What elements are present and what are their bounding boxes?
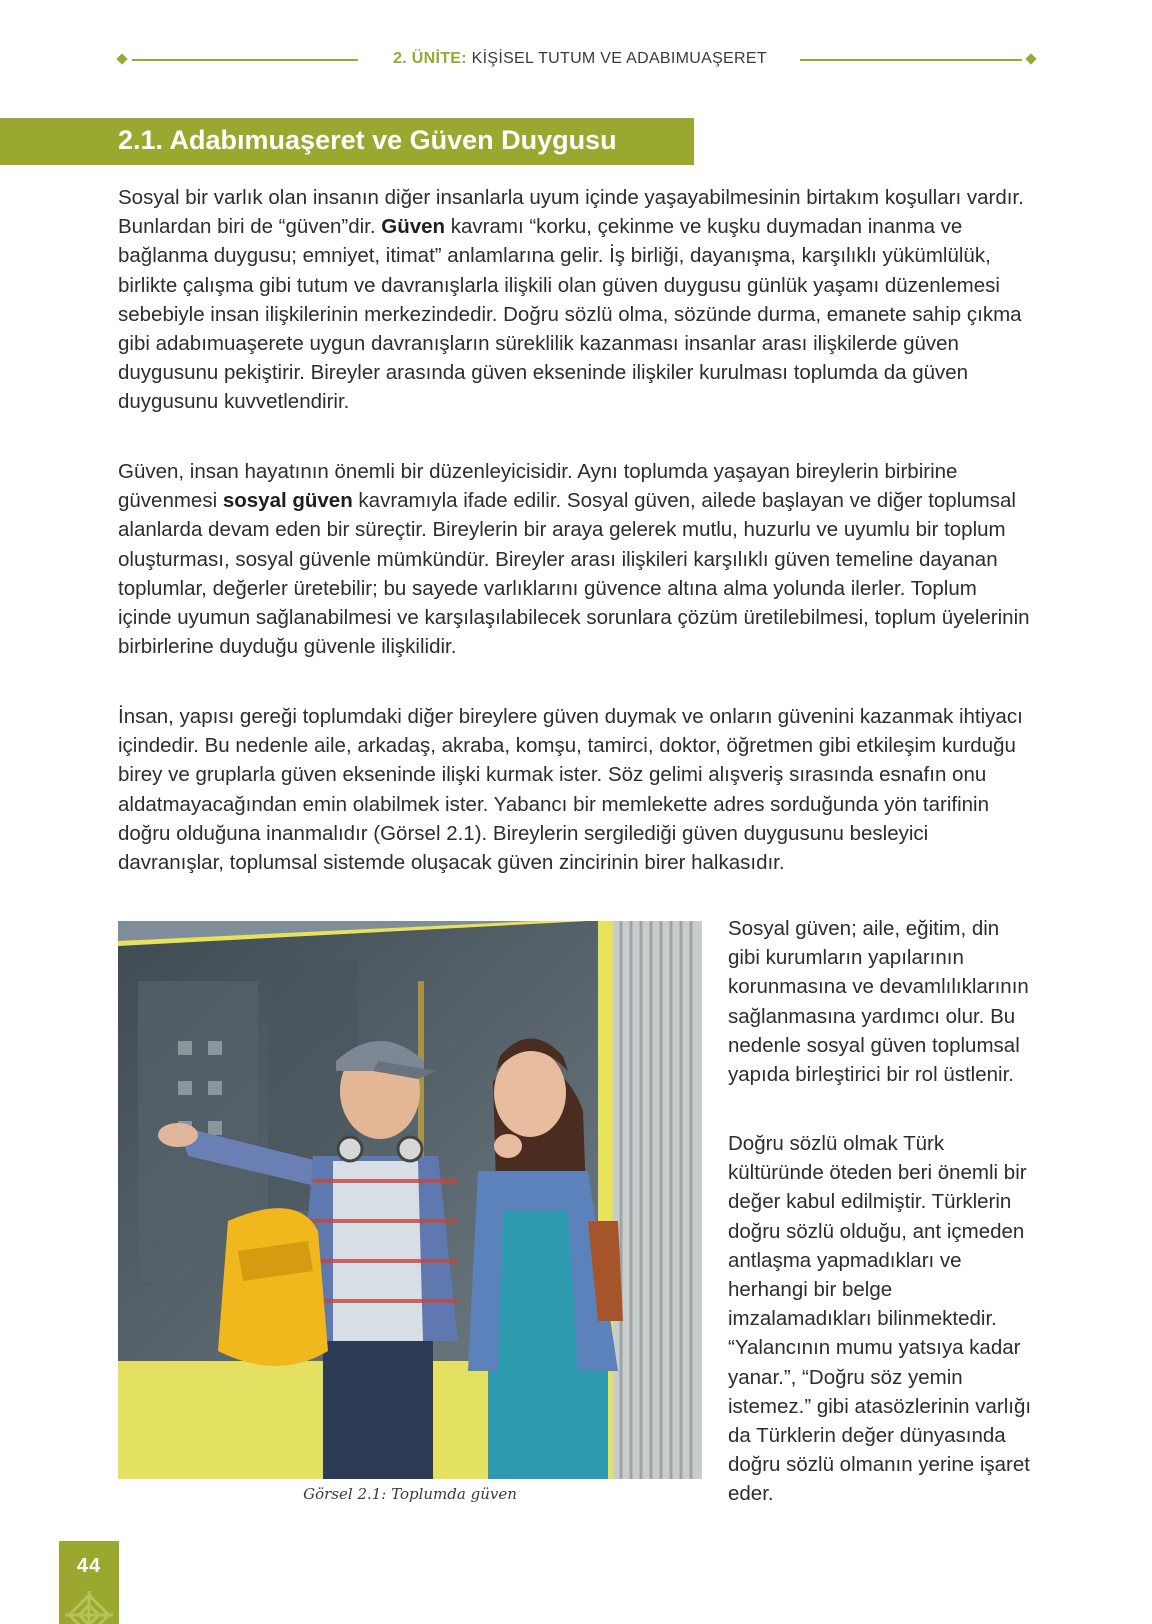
key-term: sosyal güven [222, 489, 353, 513]
diamond-icon [116, 53, 127, 64]
ornament-icon [65, 1591, 113, 1624]
photo-people-at-tram [118, 921, 702, 1479]
section-title: 2.1. Adabımuaşeret ve Güven Duygusu [118, 125, 617, 155]
page-number: 44 [76, 1555, 102, 1577]
header-rule-left [132, 59, 358, 61]
header-rule-right [800, 59, 1022, 61]
paragraph-text: Sosyal bir varlık olan insanın diğer insanlarla uyum içinde yaşayabilmesinin birtakım koşulları vardır. Bunlardan biri de “güven”dir. [118, 186, 1024, 239]
body-paragraph-2 [118, 457, 1034, 661]
unit-label: 2. ÜNİTE: [393, 50, 467, 67]
page-number-box [59, 1541, 119, 1624]
side-paragraph-1: Sosyal güven; aile, eğitim, din gibi kurumların yapılarının korunmasına ve devamlılıklarının sağlanmasına yardımcı olur. Bu nedenle sosyal güven toplumsal yapıda birleştirici bir rol üstlenir. [728, 917, 1029, 1087]
body-paragraph-3: İnsan, yapısı gereği toplumdaki diğer bireylere güven duymak ve onların güvenini kazanmak ihtiyacı içindedir. Bu nedenle aile, arkadaş, akraba, komşu, tamirci, doktor, öğretmen gibi etkileşim kurduğu birey ve gruplarla güven ekseninde ilişki kurmak ister. Söz gelimi alışveriş sırasında esnafın onu aldatmayacağından emin olabilmek ister. Yabancı bir memlekette adres sorduğunda yön tarifinin doğru olduğuna inanmalıdır (Görsel 2.1). Bireylerin sergilediği güven duygusunu besleyici davranışlar, toplumsal sistemde oluşacak güven zincirinin birer halkasıdır. [118, 705, 1023, 875]
paragraph-text: kavramıyla ifade edilir. Sosyal güven, ailede başlayan ve diğer toplumsal alanlarda devam eden bir süreçtir. Bireylerin bir araya gelerek mutlu, huzurlu ve uyumlu bir toplum oluşturması, sosyal güvenle mümkündür. Bireyler arası ilişkileri karşılıklı güven temeline dayanan toplumlar, değerler üretebilir; bu sayede varlıklarını güvence altına alma yolunda ilerler. Toplum içinde uyumun sağlanabilmesi ve karşılaşılabilecek sorunlara çözüm üretilebilmesi, toplum üyelerinin birbirlerine duyduğu güvenle ilişkilidir. [118, 489, 1030, 659]
running-header [118, 50, 1035, 70]
paragraph-text: Güven, insan hayatının önemli bir düzenleyicisidir. Aynı toplumda yaşayan bireylerin birbirine güvenmesi [118, 460, 958, 513]
body-paragraph-1 [118, 183, 1034, 417]
figure-caption: Görsel 2.1: Toplumda güven [303, 1485, 517, 1503]
section-heading-bar [0, 118, 694, 165]
unit-title [380, 50, 780, 68]
unit-name: KİŞİSEL TUTUM VE ADABIMUAŞERET [471, 50, 767, 67]
paragraph-text: kavramı “korku, çekinme ve kuşku duymadan inanma ve bağlanma duygusu; emniyet, itimat” anlamlarına gelir. İş birliği, dayanışma, karşılıklı yükümlülük, birlikte çalışma gibi tutum ve davranışlarla ilişkili olan güven duygusu günlük yaşamı düzenlemesi sebebiyle insan ilişkilerinin merkezindedir. Doğru sözlü olma, sözünde durma, emanete sahip çıkma gibi adabımuaşerete uygun davranışların süreklilik kazanması insanlar arası ilişkilerde güven duygusunu pekiştirir. Bireyler arasında güven ekseninde ilişkiler kurulması toplumda da güven duygusunu kuvvetlendirir. [118, 215, 1022, 414]
key-term: Güven [381, 215, 446, 239]
diamond-icon [1025, 53, 1036, 64]
side-paragraph-2: Doğru sözlü olmak Türk kültüründe öteden beri önemli bir değer kabul edilmiştir. Türklerin doğru sözlü olduğu, ant içmeden antlaşma yapmadıkları ve herhangi bir belge imzalamadıkları bilinmektedir. “Yalancının mumu yatsıya kadar yanar.”, “Doğru söz yemin istemez.” gibi atasözlerinin varlığı da Türklerin değer dünyasında doğru sözlü olmanın yerine işaret eder. [728, 1132, 1032, 1506]
